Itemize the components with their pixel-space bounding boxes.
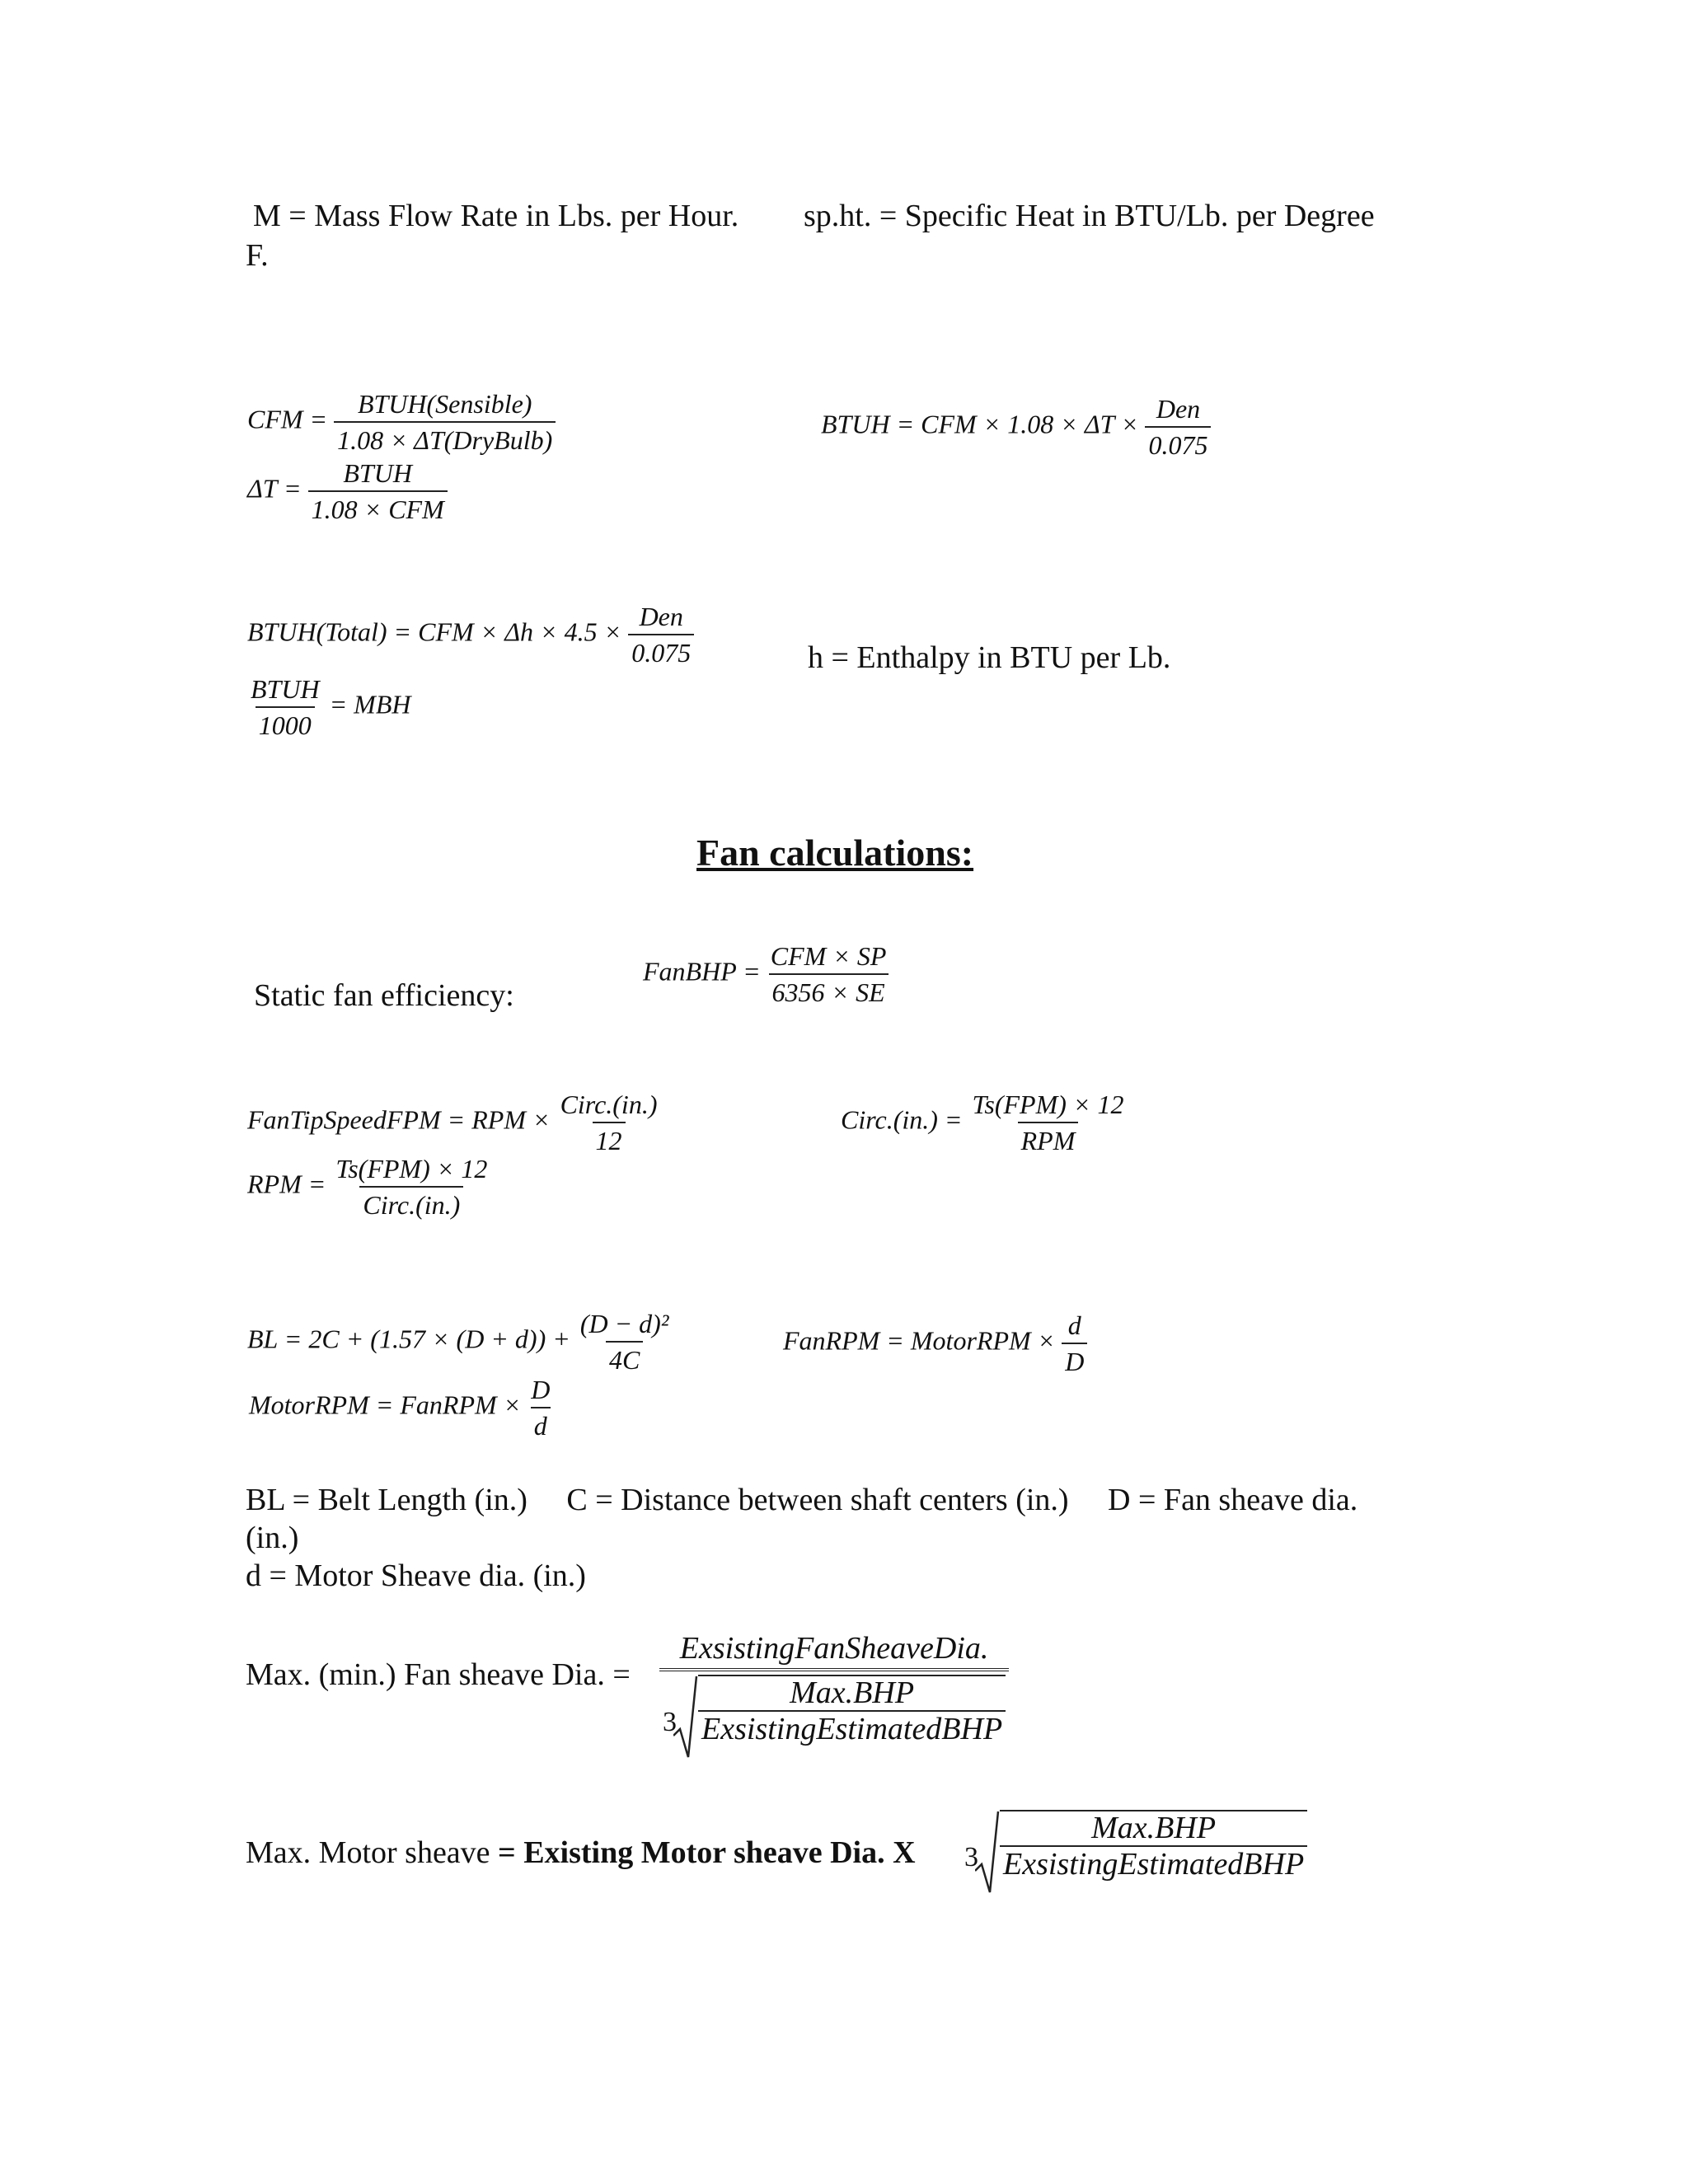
specific-heat-definition: sp.ht. = Specific Heat in BTU/Lb. per Degree xyxy=(804,199,1375,233)
max-motor-sheave-label: Max. Motor sheave xyxy=(246,1835,490,1870)
fraction xyxy=(767,941,890,1007)
root-numerator: Max.BHP xyxy=(1091,1811,1217,1845)
numerator: Den xyxy=(1156,394,1201,424)
fraction xyxy=(247,674,323,740)
numerator: (D − d)² xyxy=(579,1309,669,1338)
equation-btuh-total xyxy=(247,602,694,668)
numerator: ExsistingFanSheaveDia. xyxy=(679,1631,989,1666)
equation-fan-rpm xyxy=(783,1310,1087,1376)
equation-lhs: RPM = xyxy=(247,1169,326,1199)
numerator: BTUH xyxy=(251,674,320,704)
equation-lhs: FanRPM = MotorRPM × xyxy=(783,1325,1056,1356)
denominator: 6356 × SE xyxy=(769,973,889,1007)
max-motor-sheave-formula: = Existing Motor sheave Dia. X xyxy=(498,1835,916,1870)
equation-lhs: CFM = xyxy=(247,404,328,434)
denominator: 1.08 × ΔT(DryBulb) xyxy=(334,421,556,455)
denominator: 1.08 × CFM xyxy=(308,490,448,524)
numerator: d xyxy=(1067,1310,1081,1340)
equation-circumference xyxy=(841,1090,1127,1155)
equation-fan-tip-speed xyxy=(247,1090,660,1155)
denominator: RPM xyxy=(1018,1122,1079,1155)
denominator: 0.075 xyxy=(1145,426,1211,460)
fraction xyxy=(659,1633,1009,1760)
equation-lhs: ΔT = xyxy=(247,473,302,504)
denominator: 1000 xyxy=(256,706,315,740)
specific-heat-definition-cont: F. xyxy=(246,238,269,273)
denominator: 4C xyxy=(606,1341,643,1375)
section-heading: Fan calculations: xyxy=(696,832,974,874)
numerator: Ts(FPM) × 12 xyxy=(335,1154,488,1183)
root-index: 3 xyxy=(663,1707,677,1737)
belt-definitions-line-2: (in.) xyxy=(246,1521,299,1555)
equation-btuh-sensible xyxy=(821,394,1211,460)
numerator: Den xyxy=(639,602,683,631)
root-fraction xyxy=(698,1675,1006,1744)
static-fan-efficiency-label: Static fan efficiency: xyxy=(254,978,514,1013)
max-motor-sheave-row xyxy=(246,1835,916,1871)
numerator: BTUH(Sensible) xyxy=(357,389,532,419)
fraction xyxy=(332,1154,490,1220)
equation-lhs: BTUH(Total) = CFM × Δh × 4.5 × xyxy=(247,616,622,647)
numerator: Circ.(in.) xyxy=(560,1090,658,1119)
root-numerator: Max.BHP xyxy=(790,1675,915,1710)
equation-belt-length xyxy=(247,1309,672,1375)
equation-lhs: FanBHP = xyxy=(643,956,761,987)
fraction xyxy=(577,1309,673,1375)
fraction xyxy=(1062,1310,1087,1376)
denominator: Circ.(in.) xyxy=(359,1186,463,1220)
numerator: Ts(FPM) × 12 xyxy=(972,1090,1124,1119)
cube-root xyxy=(964,1810,1307,1896)
equation-lhs: Circ.(in.) = xyxy=(841,1104,963,1135)
enthalpy-definition: h = Enthalpy in BTU per Lb. xyxy=(808,640,1171,675)
max-fan-sheave-label: Max. (min.) Fan sheave Dia. = xyxy=(246,1657,631,1692)
equation-lhs: MotorRPM = FanRPM × xyxy=(249,1390,522,1420)
radical-sign-icon xyxy=(673,1675,698,1760)
equation-motor-rpm xyxy=(249,1375,553,1441)
belt-definitions-line-3: d = Motor Sheave dia. (in.) xyxy=(246,1558,586,1593)
denominator: d xyxy=(531,1407,551,1441)
radical-sign-icon xyxy=(975,1810,1000,1896)
numerator: CFM × SP xyxy=(770,941,887,971)
belt-definitions-line-1: BL = Belt Length (in.) C = Distance between shaft centers (in.) D = Fan sheave dia. xyxy=(246,1483,1358,1517)
equation-lhs: BL = 2C + (1.57 × (D + d)) + xyxy=(247,1324,570,1354)
equation-max-motor-sheave-root xyxy=(964,1810,1307,1896)
denominator xyxy=(659,1668,1009,1760)
root-denominator: ExsistingEstimatedBHP xyxy=(1000,1845,1307,1879)
equation-lhs: FanTipSpeedFPM = RPM × xyxy=(247,1104,551,1135)
equation-fan-bhp xyxy=(643,941,889,1007)
root-index: 3 xyxy=(964,1842,978,1872)
fraction xyxy=(557,1090,661,1155)
numerator: D xyxy=(531,1375,551,1404)
equation-delta-t xyxy=(247,458,448,524)
denominator: D xyxy=(1062,1343,1087,1376)
equation-cfm-sensible xyxy=(247,389,556,455)
fraction xyxy=(334,389,556,455)
equation-rhs: = MBH xyxy=(329,689,411,719)
denominator: 0.075 xyxy=(628,634,694,668)
equation-max-fan-sheave xyxy=(659,1633,1009,1760)
fraction xyxy=(628,602,694,668)
denominator: 12 xyxy=(593,1122,626,1155)
equation-lhs: BTUH = CFM × 1.08 × ΔT × xyxy=(821,409,1139,439)
fraction xyxy=(969,1090,1128,1155)
root-denominator: ExsistingEstimatedBHP xyxy=(698,1710,1006,1744)
numerator: BTUH xyxy=(343,458,412,488)
cube-root xyxy=(663,1675,1006,1760)
equation-rpm xyxy=(247,1154,490,1220)
mass-flow-definition: M = Mass Flow Rate in Lbs. per Hour. xyxy=(253,199,739,233)
fraction xyxy=(308,458,448,524)
equation-mbh xyxy=(247,674,410,740)
root-fraction xyxy=(1000,1810,1307,1882)
fraction xyxy=(1145,394,1211,460)
fraction xyxy=(528,1375,553,1441)
